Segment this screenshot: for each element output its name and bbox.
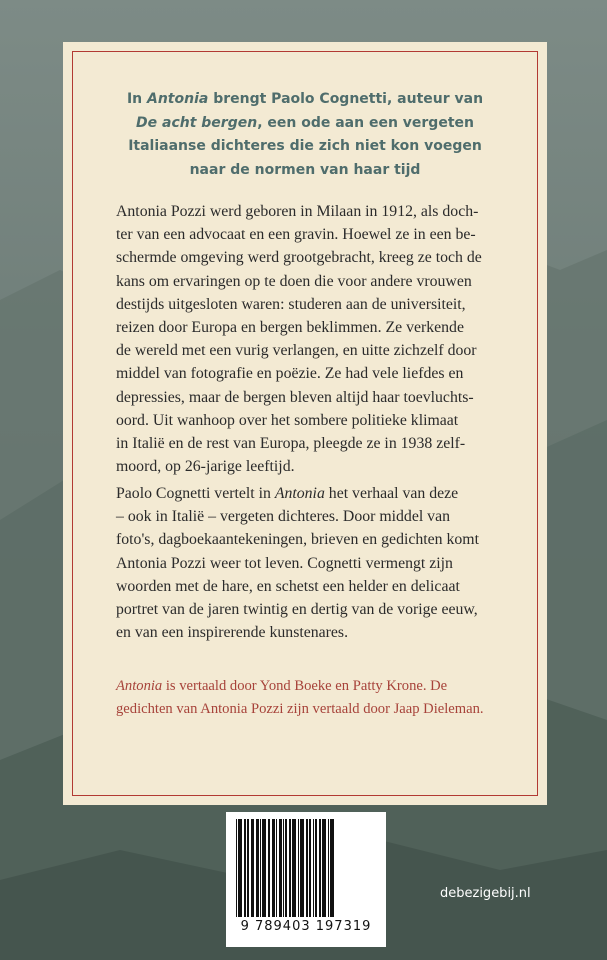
barcode-bar [322,819,326,917]
text-panel [63,42,547,805]
barcode-bar [251,819,254,917]
lead-line: Italiaanse dichteres die zich niet kon voegen [128,138,482,154]
barcode-bar [256,819,259,917]
lead-line: naar de normen van haar tijd [189,161,421,178]
barcode-bar [276,819,277,917]
publisher-website: debezigebij.nl [440,886,531,901]
barcode-bar [313,819,314,917]
translation-credits [116,675,536,720]
barcode-bar [285,819,287,917]
barcode-bar [292,819,296,917]
body-line: ter van een advocaat en een gravin. Hoewel ze in een be- [116,226,476,244]
body-line: moord, op 26-jarige leeftijd. [116,458,295,476]
barcode-bar [315,819,317,917]
barcode-bar [289,819,291,917]
paragraph-book-description [116,482,516,644]
lead-tagline [85,88,525,182]
body-line: reizen door Europa en bergen beklimmen. Ze verkende [116,319,464,337]
body-line: foto's, dagboekaantekeningen, brieven en gedichten komt [116,531,479,549]
barcode-bar [300,819,304,917]
barcode-bar [238,819,242,917]
barcode-bar [319,819,321,917]
barcode-bar [298,819,299,917]
barcode-bar [260,819,261,917]
body-line: kans om ervaringen op te doen die voor andere vrouwen [116,272,472,290]
barcode-bar [244,819,246,917]
body-line: middel van fotografie en poëzie. Ze had vele liefdes en [116,365,464,383]
barcode-bar [309,819,311,917]
barcode-bar [262,819,266,917]
body-line: en van een inspirerende kunstenares. [116,624,349,642]
barcode-bar [283,819,284,917]
body-line: – ook in Italië – vergeten dichteres. Door middel van [116,508,450,526]
isbn-number: 9 789403 197319 [240,919,372,934]
lead-line: De acht bergen, een ode aan een vergeten [136,114,474,131]
barcode-bar [279,819,282,917]
body-line: Antonia Pozzi werd geboren in Milaan in 1912, als doch- [116,203,479,220]
barcode-bar [247,819,249,917]
lead-line: In Antonia brengt Paolo Cognetti, auteur van [126,91,484,107]
body-line: depressies, maar de bergen bleven altijd haar toevluchts- [116,388,474,406]
body-line: woorden met de hare, en schetst een helder en delicaat [116,577,460,595]
barcode-bar [328,819,329,917]
credits-line: gedichten van Antonia Pozzi zijn vertaald door Jaap Dieleman. [116,700,484,717]
body-line: in Italië en de rest van Europa, pleegde ze in 1938 zelf- [116,435,466,453]
barcode-bar [330,819,334,917]
isbn-barcode [226,812,386,947]
barcode-bars [234,819,378,917]
credits-line: Antonia is vertaald door Yond Boeke en Patty Krone. De [116,678,448,694]
body-line: Antonia Pozzi weer tot leven. Cognetti vermengt zijn [116,554,453,572]
body-line: schermde omgeving werd grootgebracht, kreeg ze toch de [116,249,482,267]
body-line: portret van de jaren twintig en dertig van de vorige eeuw, [116,601,478,619]
paragraph-biography [116,200,516,478]
barcode-bar [236,819,237,917]
body-line: destijds uitgesloten waren: studeren aan de universiteit, [116,295,466,313]
barcode-bar [306,819,308,917]
body-line: oord. Uit wanhoop over het sombere politieke klimaat [116,411,459,429]
barcode-bar [268,819,270,917]
body-line: Paolo Cognetti vertelt in Antonia het verhaal van deze [116,485,459,502]
body-line: de wereld met een vurig verlangen, en uitte zichzelf door [116,342,477,360]
barcode-bar [272,819,275,917]
